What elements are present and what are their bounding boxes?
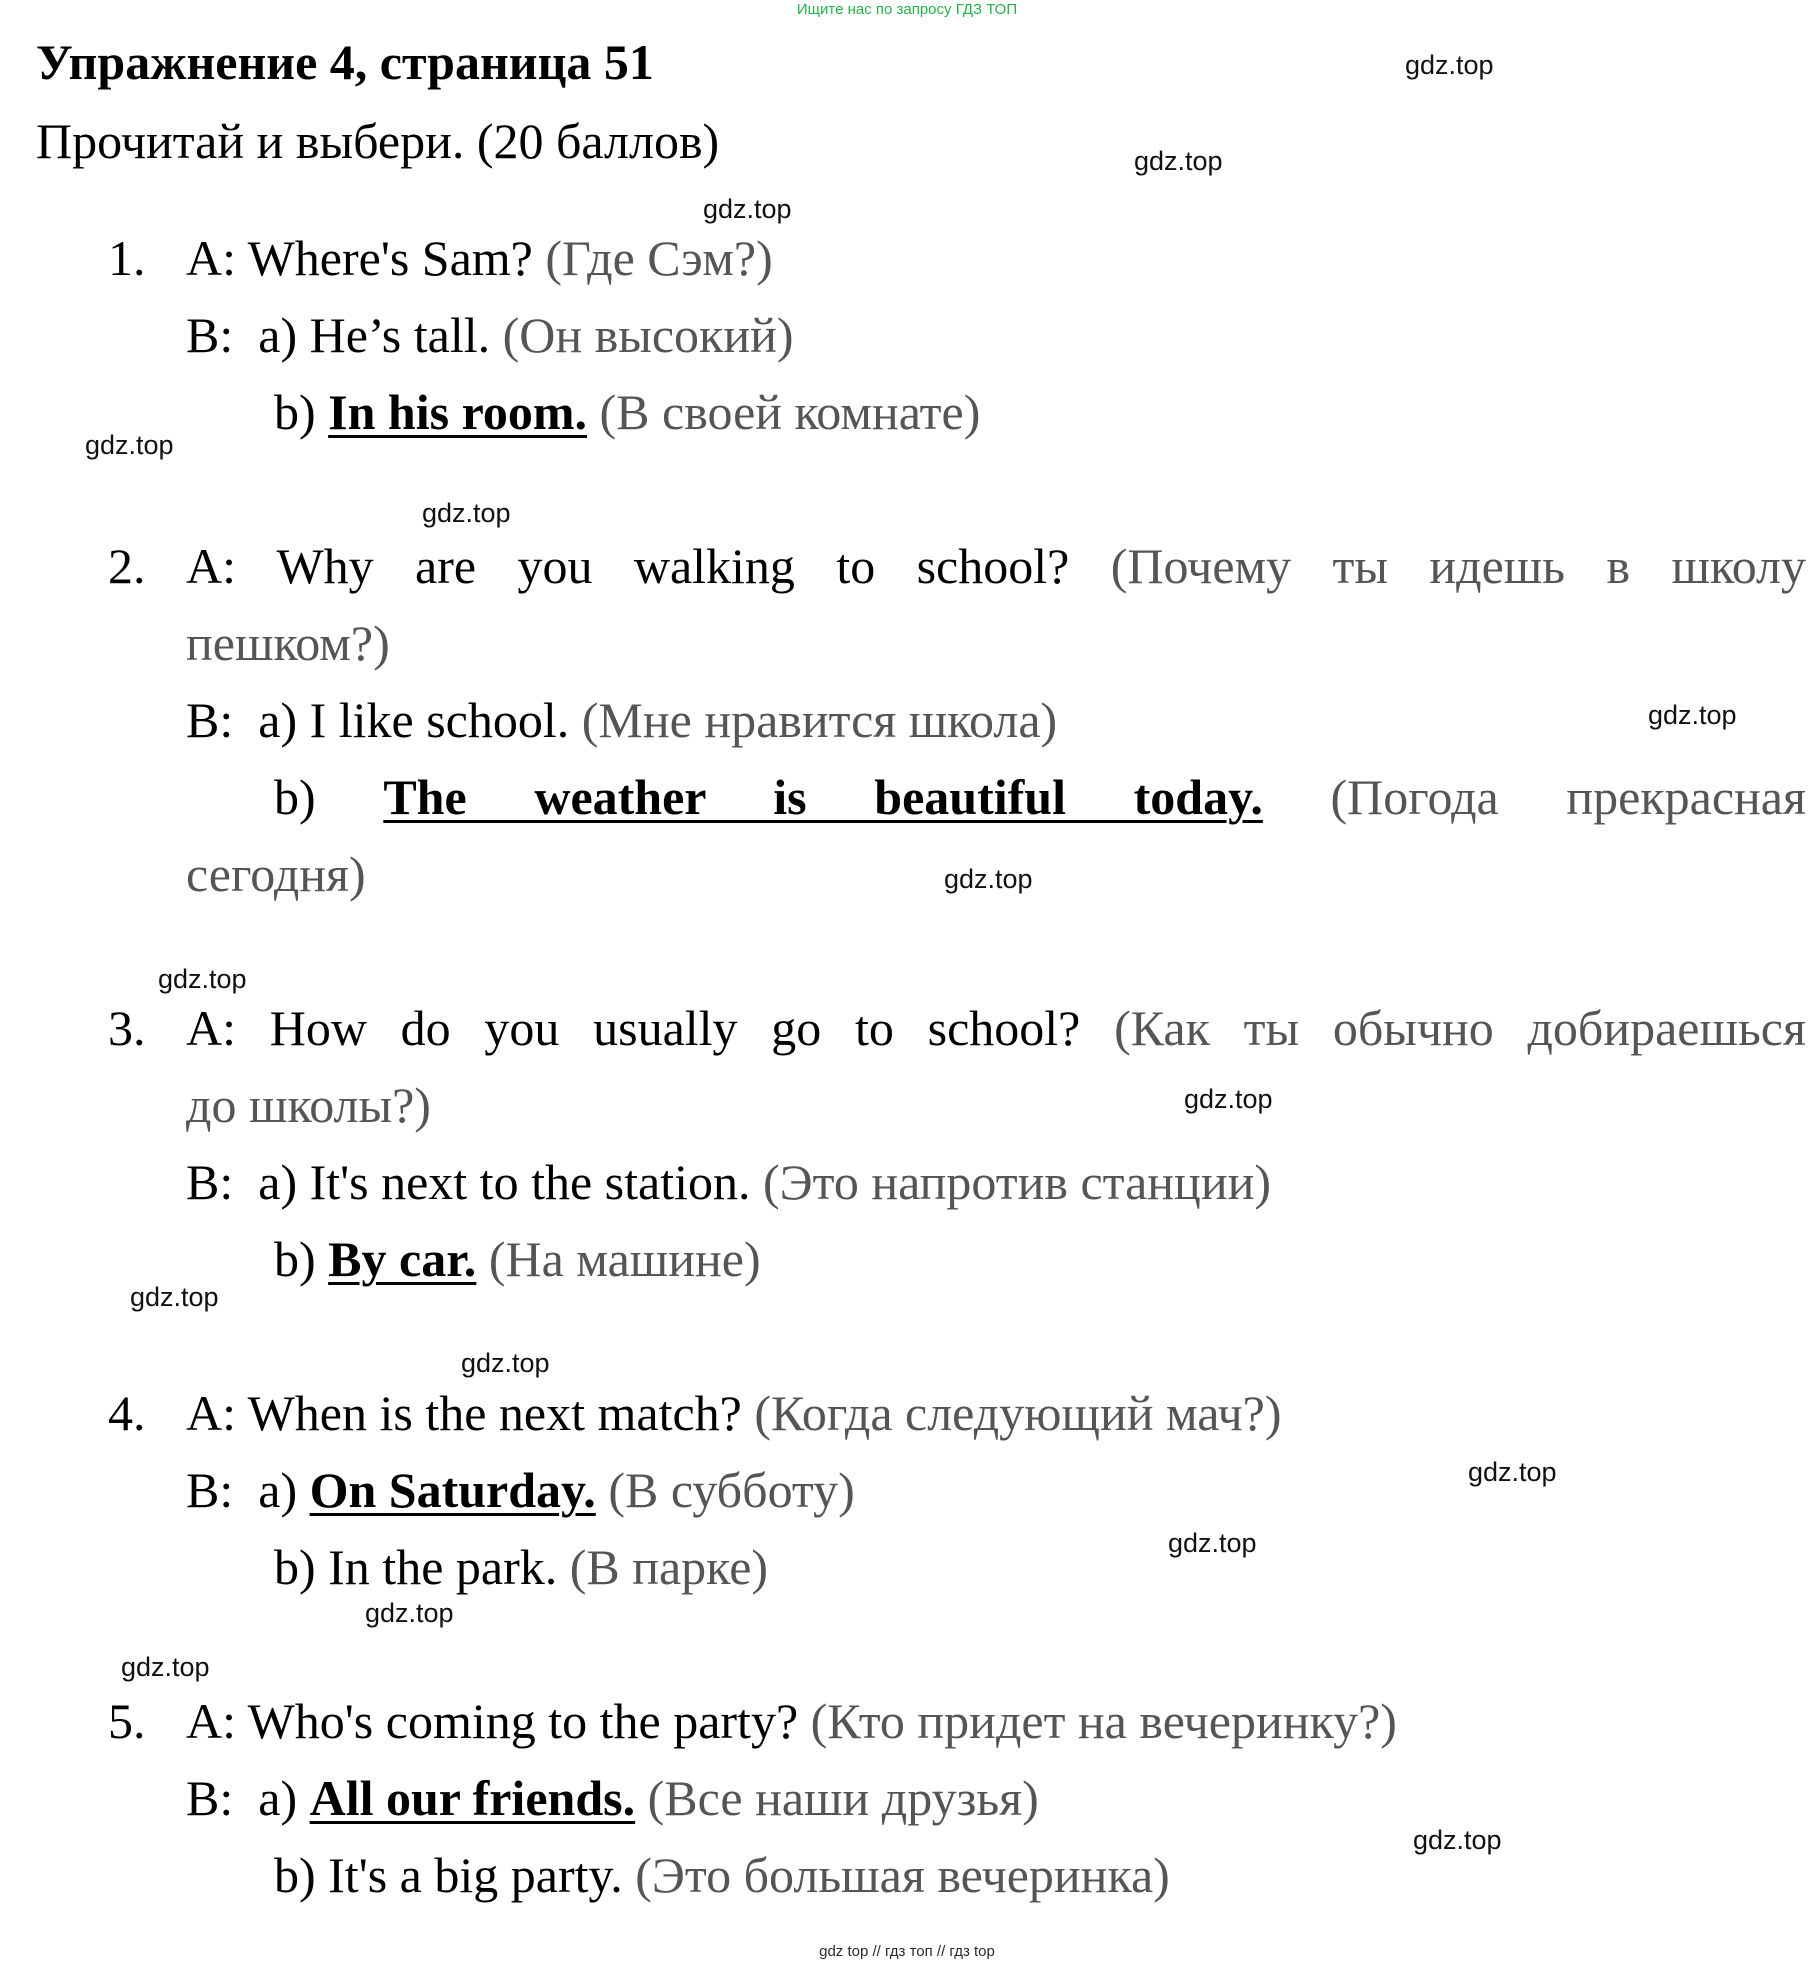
watermark: gdz.top: [1468, 1457, 1557, 1487]
option-b: [274, 1227, 761, 1291]
question-text: [186, 226, 773, 290]
option-label: b): [274, 1847, 316, 1903]
option-b: [274, 1535, 768, 1599]
question-ru-continued: пешком?): [186, 615, 390, 671]
correct-answer: All our friends.: [309, 1770, 636, 1826]
option-a: [186, 1150, 1271, 1214]
question-en: A: Who's coming to the party?: [186, 1693, 799, 1749]
speaker-b-label: B:: [186, 1770, 234, 1826]
option-label: a): [258, 1462, 298, 1518]
option-ru: (Все наши друзья): [647, 1770, 1039, 1826]
option-ru: (Мне нравится школа): [581, 692, 1058, 748]
correct-answer: In his room.: [328, 384, 588, 440]
option-label: b): [274, 1231, 316, 1287]
task-instruction: Прочитай и выбери. (20 баллов): [36, 113, 720, 169]
question-text: [186, 534, 1806, 598]
option-ru-continued: сегодня): [186, 846, 366, 902]
speaker-b-label: B:: [186, 692, 234, 748]
question-text: [186, 1689, 1397, 1753]
question-ru: (Как ты обычно добираешься: [1114, 1000, 1806, 1056]
question-number: 1.: [108, 230, 146, 286]
watermark: gdz.top: [1405, 50, 1494, 80]
option-a: [186, 1766, 1039, 1830]
option-en: I like school.: [309, 692, 570, 748]
option-en: It's next to the station.: [309, 1154, 751, 1210]
watermark: gdz.top: [85, 430, 174, 460]
bottom-banner: gdz top // гдз топ // гдз top: [819, 1943, 995, 1960]
option-ru: (На машине): [488, 1231, 761, 1287]
question-ru: (Почему ты идешь в школу: [1110, 538, 1806, 594]
option-ru: (В своей комнате): [599, 384, 981, 440]
watermark: gdz.top: [130, 1282, 219, 1312]
option-b: [274, 765, 1806, 829]
option-b: [274, 1843, 1170, 1907]
option-ru: (Он высокий): [502, 307, 794, 363]
question-number: 5.: [108, 1693, 146, 1749]
question-text: [186, 1381, 1281, 1445]
question-ru: (Кто придет на вечеринку?): [810, 1693, 1397, 1749]
watermark: gdz.top: [422, 498, 511, 528]
option-a: [186, 1458, 855, 1522]
question-number: 3.: [108, 1000, 146, 1056]
correct-answer: On Saturday.: [309, 1462, 596, 1518]
option-en: It's a big party.: [328, 1847, 623, 1903]
option-en: He’s tall.: [309, 307, 491, 363]
speaker-b-label: B:: [186, 1154, 234, 1210]
question-en: A: How do you usually go to school?: [186, 1000, 1081, 1056]
watermark: gdz.top: [158, 964, 247, 994]
watermark: gdz.top: [121, 1652, 210, 1682]
option-label: b): [274, 384, 316, 440]
option-ru: (Это большая вечеринка): [635, 1847, 1170, 1903]
question-text: [186, 996, 1806, 1060]
option-a: [186, 688, 1057, 752]
question-en: A: When is the next match?: [186, 1385, 742, 1441]
watermark: gdz.top: [1184, 1084, 1273, 1114]
question-ru: (Где Сэм?): [545, 230, 773, 286]
watermark: gdz.top: [1134, 146, 1223, 176]
question-number: 4.: [108, 1385, 146, 1441]
watermark: gdz.top: [703, 194, 792, 224]
option-label: a): [258, 692, 298, 748]
question-ru-continued: до школы?): [186, 1077, 431, 1133]
top-banner: Ищите нас по запросу ГДЗ ТОП: [796, 1, 1018, 18]
question-en: A: Why are you walking to school?: [186, 538, 1070, 594]
speaker-b-label: B:: [186, 1462, 234, 1518]
correct-answer: By car.: [328, 1231, 477, 1287]
question-en: A: Where's Sam?: [186, 230, 533, 286]
watermark: gdz.top: [1648, 700, 1737, 730]
watermark: gdz.top: [1168, 1528, 1257, 1558]
option-en: In the park.: [328, 1539, 558, 1595]
question-ru: (Когда следующий мач?): [754, 1385, 1282, 1441]
watermark: gdz.top: [461, 1348, 550, 1378]
option-label: a): [258, 1770, 298, 1826]
question-number: 2.: [108, 538, 146, 594]
option-label: a): [258, 1154, 298, 1210]
correct-answer: The weather is beautiful today.: [383, 769, 1263, 825]
option-label: b): [274, 769, 316, 825]
option-a: [186, 303, 794, 367]
option-ru: (Это напротив станции): [763, 1154, 1271, 1210]
watermark: gdz.top: [365, 1598, 454, 1628]
option-ru: (В субботу): [608, 1462, 855, 1518]
speaker-b-label: B:: [186, 307, 234, 363]
option-ru: (Погода прекрасная: [1330, 769, 1806, 825]
option-ru: (В парке): [569, 1539, 769, 1595]
watermark: gdz.top: [944, 864, 1033, 894]
option-b: [274, 380, 980, 444]
page-title: Упражнение 4, страница 51: [36, 34, 654, 90]
option-label: b): [274, 1539, 316, 1595]
watermark: gdz.top: [1413, 1825, 1502, 1855]
option-label: a): [258, 307, 298, 363]
